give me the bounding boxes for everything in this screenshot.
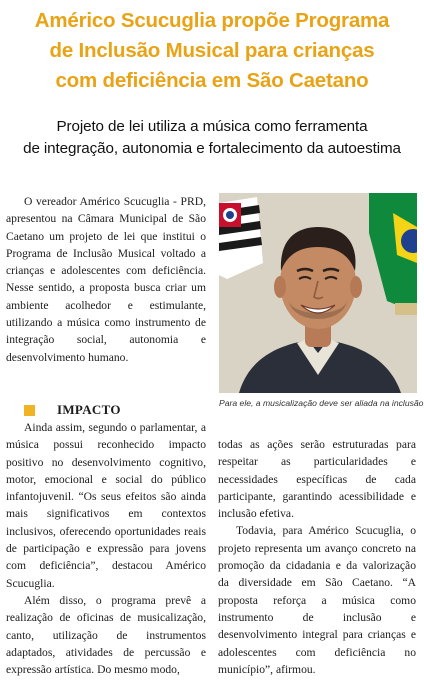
- impact-column: [6, 419, 206, 678]
- subtitle-line-2: de integração, autonomia e fortalecimento da autoestima: [23, 140, 401, 157]
- closing-paragraph: Todavia, para Américo Scucuglia, o projeto representa um avanço concreto na promoção da cidadania e da valorização da diversidade em São Caetano. “A proposta reforça a música como instrumento de inclusão e desenvolvimento integral para crianças e adolescentes com deficiência no município”, afirmou.: [218, 524, 416, 676]
- section-heading: [24, 402, 121, 418]
- intro-paragraph: O vereador Américo Scucuglia - PRD, apresentou na Câmara Municipal de São Caetano um projeto de lei que institui o Programa de Inclusão Musical voltado a crianças e adolescentes com deficiência. Nesse sentido, a proposta busca criar um ambiente acolhedor e estimulante, utilizando a música como instrumento de integração social, autonomia e desenvolvimento humano.: [6, 195, 206, 364]
- continuation-column: [218, 436, 416, 678]
- subtitle-line-1: Projeto de lei utiliza a música como ferramenta: [56, 118, 368, 135]
- headline-line-3: com deficiência em São Caetano: [55, 69, 369, 92]
- headline-line-1: Américo Scucuglia propõe Programa: [34, 9, 390, 32]
- section-heading-text: IMPACTO: [57, 402, 121, 417]
- impact-paragraph: Ainda assim, segundo o parlamentar, a música possui reconhecido impacto positivo no desenvolvimento cognitivo, motor, emocional e social do público infantojuvenil. “Os seus efeitos são ainda mais significativos em contextos inclusivos, oferecendo oportunidades reais de participação e expressão para jovens com deficiência”, destacou Américo Scucuglia.: [6, 421, 206, 590]
- intro-column: [6, 193, 206, 366]
- program-paragraph: Além disso, o programa prevê a realização de oficinas de musicalização, canto, utilização de instrumentos adaptados, atividades de percussão e expressão artística. Do mesmo modo,: [6, 593, 206, 677]
- article-headline: [0, 6, 424, 96]
- continuation-paragraph: todas as ações serão estruturadas para respeitar as particularidades e necessidades específicas de cada participante, garantindo acessibilidade e inclusão efetiva.: [218, 438, 416, 521]
- headline-line-2: de Inclusão Musical para crianças: [49, 39, 375, 62]
- councilman-portrait-image: [219, 193, 417, 393]
- article-subtitle: [0, 116, 424, 160]
- photo-caption: Para ele, a musicalização deve ser aliada na inclusão: [219, 398, 424, 408]
- section-marker-icon: [24, 405, 35, 416]
- article-photo: [219, 193, 417, 393]
